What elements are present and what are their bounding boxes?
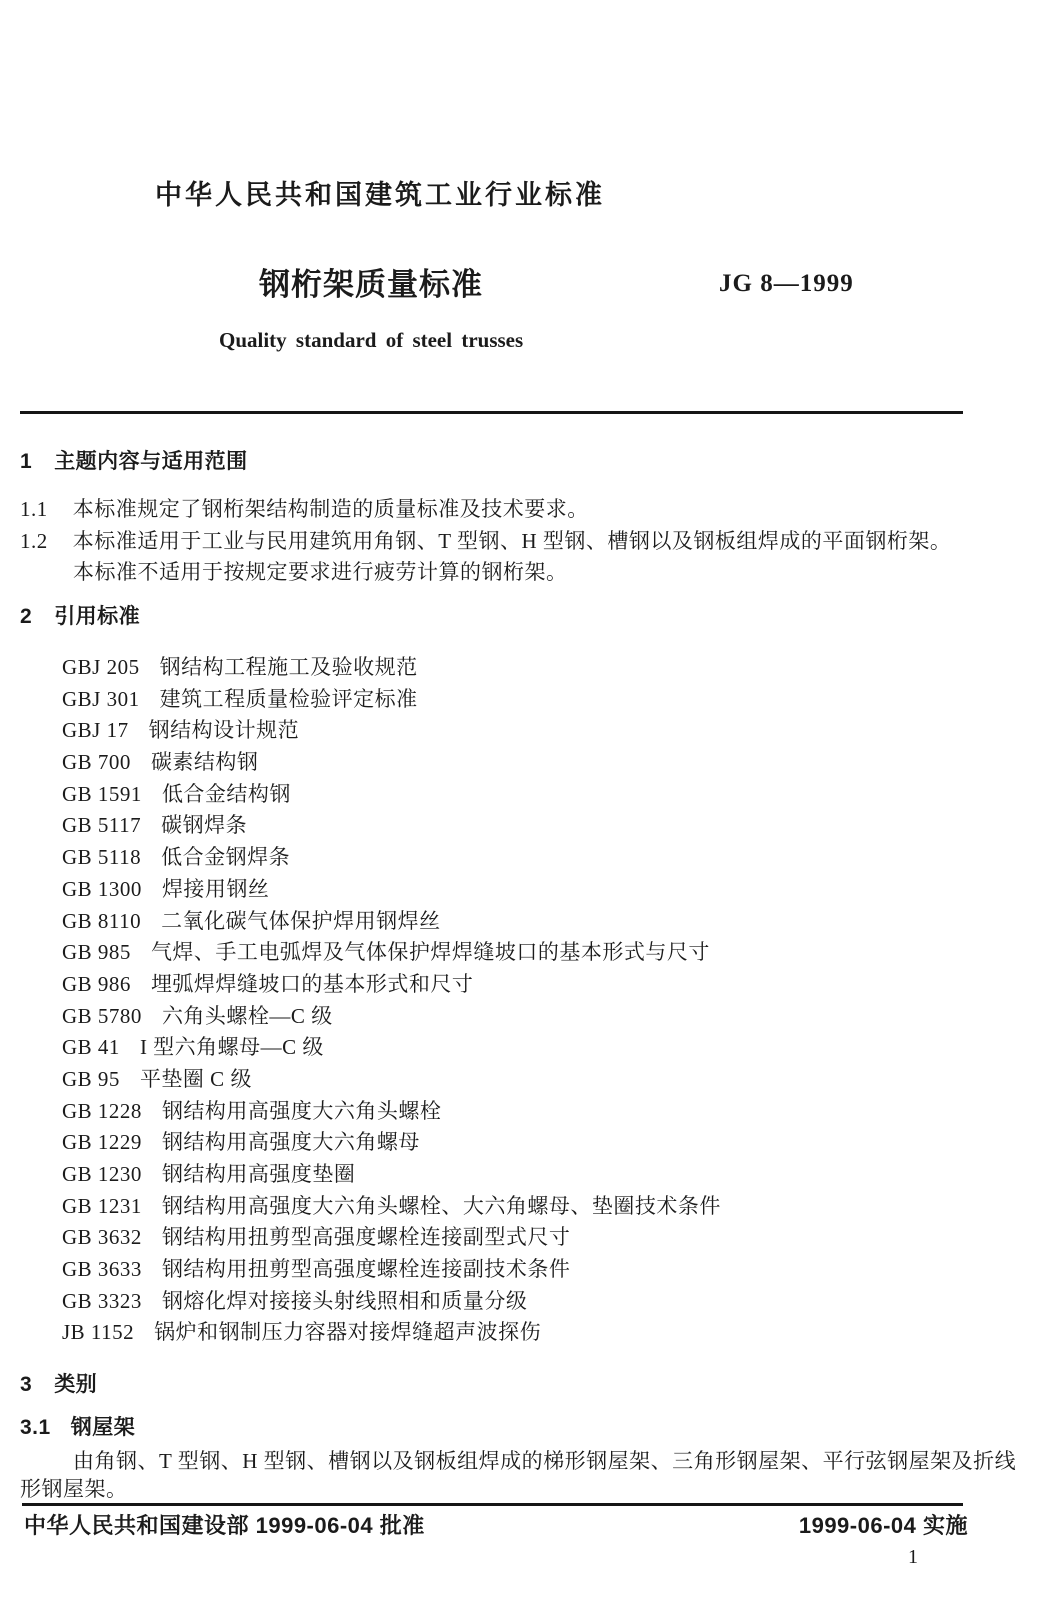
reference-title: 碳素结构钢 xyxy=(150,750,259,775)
clause-3-1-paragraph-line-1: 由角钢、T 型钢、H 型钢、槽钢以及钢板组焊成的梯形钢屋架、三角形钢屋架、平行弦钢屋架及折线 xyxy=(73,1449,1017,1473)
reference-title: 钢结构用扭剪型高强度螺栓连接副技术条件 xyxy=(161,1257,571,1282)
reference-code: GBJ 301 xyxy=(62,686,140,711)
reference-code: GB 1231 xyxy=(62,1193,142,1218)
clause-3-1-heading xyxy=(20,1417,135,1438)
reference-item xyxy=(62,1064,721,1096)
reference-title: 建筑工程质量检验评定标准 xyxy=(159,686,418,711)
reference-title: 锅炉和钢制压力容器对接焊缝超声波探伤 xyxy=(154,1320,542,1345)
reference-title: 平垫圈 C 级 xyxy=(139,1066,252,1091)
section-1-number: 1 xyxy=(20,450,33,473)
reference-code: GBJ 17 xyxy=(62,718,129,743)
reference-item xyxy=(62,684,721,716)
clause-3-1-title: 钢屋架 xyxy=(70,1416,136,1439)
clause-1-2 xyxy=(20,531,951,552)
reference-code: GB 985 xyxy=(62,940,131,965)
reference-item xyxy=(62,1317,721,1349)
reference-item xyxy=(62,937,721,969)
section-3-title: 类别 xyxy=(54,1373,98,1396)
clause-1-1 xyxy=(20,499,589,520)
reference-code: GB 8110 xyxy=(62,908,142,933)
reference-item xyxy=(62,1254,721,1286)
reference-title: 钢结构用高强度大六角头螺栓 xyxy=(161,1098,442,1123)
reference-item xyxy=(62,1286,721,1318)
reference-title: 埋弧焊焊缝坡口的基本形式和尺寸 xyxy=(150,971,474,996)
reference-item xyxy=(62,747,721,779)
reference-item xyxy=(62,842,721,874)
clause-3-1-number: 3.1 xyxy=(20,1416,51,1439)
reference-code: GB 95 xyxy=(62,1066,120,1091)
section-3-heading xyxy=(20,1374,97,1395)
section-2-title: 引用标准 xyxy=(54,605,141,628)
reference-code: GB 5780 xyxy=(62,1003,142,1028)
clause-1-2-number: 1.2 xyxy=(20,529,48,553)
reference-item xyxy=(62,810,721,842)
footer xyxy=(24,1515,968,1537)
reference-item xyxy=(62,779,721,811)
reference-item xyxy=(62,715,721,747)
reference-item xyxy=(62,874,721,906)
reference-code: GB 3323 xyxy=(62,1288,142,1313)
clause-1-1-text: 本标准规定了钢桁架结构制造的质量标准及技术要求。 xyxy=(72,497,589,521)
reference-title: 二氧化碳气体保护焊用钢焊丝 xyxy=(161,908,441,933)
reference-title: 钢熔化焊对接接头射线照相和质量分级 xyxy=(161,1288,528,1313)
reference-title: 焊接用钢丝 xyxy=(161,876,270,901)
references-list xyxy=(62,652,721,1349)
standard-category-header: 中华人民共和国建筑工业行业标准 xyxy=(155,180,605,210)
reference-title: 钢结构用高强度大六角螺母 xyxy=(161,1130,420,1155)
reference-code: GB 700 xyxy=(62,750,131,775)
reference-item xyxy=(62,1222,721,1254)
reference-code: GB 5118 xyxy=(62,845,142,870)
reference-title: 钢结构用高强度垫圈 xyxy=(161,1162,356,1186)
reference-title: 钢结构用高强度大六角头螺栓、大六角螺母、垫圈技术条件 xyxy=(161,1193,721,1218)
reference-item xyxy=(62,906,721,938)
implementation-note: 1999-06-04 实施 xyxy=(798,1513,968,1538)
reference-code: GB 5117 xyxy=(62,813,142,838)
clause-1-1-number: 1.1 xyxy=(20,497,48,521)
reference-title: 钢结构设计规范 xyxy=(148,718,300,743)
reference-title: I 型六角螺母—C 级 xyxy=(139,1035,324,1060)
reference-code: GB 3632 xyxy=(62,1225,142,1250)
section-1-title: 主题内容与适用范围 xyxy=(54,450,248,473)
reference-item xyxy=(62,1127,721,1159)
header-divider xyxy=(20,411,963,414)
reference-title: 钢结构工程施工及验收规范 xyxy=(159,655,418,679)
footer-divider xyxy=(22,1503,963,1506)
reference-code: GB 1300 xyxy=(62,876,142,901)
reference-title: 气焊、手工电弧焊及气体保护焊焊缝坡口的基本形式与尺寸 xyxy=(150,940,710,965)
approval-note: 中华人民共和国建设部 1999-06-04 批准 xyxy=(24,1513,425,1538)
reference-title: 钢结构用扭剪型高强度螺栓连接副型式尺寸 xyxy=(161,1225,571,1250)
reference-code: GB 1229 xyxy=(62,1130,142,1155)
reference-code: GB 41 xyxy=(62,1035,120,1060)
reference-item xyxy=(62,1191,721,1223)
reference-item xyxy=(62,1032,721,1064)
standard-number: JG 8—1999 xyxy=(719,270,854,297)
reference-code: GB 1228 xyxy=(62,1098,142,1123)
reference-title: 低合金钢焊条 xyxy=(161,845,291,870)
section-2-heading xyxy=(20,606,140,627)
reference-code: JB 1152 xyxy=(62,1320,135,1345)
reference-code: GB 1591 xyxy=(62,781,142,806)
clause-3-1-paragraph-line-2: 形钢屋架。 xyxy=(20,1477,128,1501)
reference-code: GB 3633 xyxy=(62,1257,142,1282)
reference-item xyxy=(62,1096,721,1128)
reference-title: 六角头螺栓—C 级 xyxy=(161,1003,333,1028)
section-3-number: 3 xyxy=(20,1373,33,1396)
reference-item xyxy=(62,652,721,684)
reference-title: 碳钢焊条 xyxy=(161,813,248,838)
reference-item xyxy=(62,1001,721,1033)
clause-1-2-continuation: 本标准不适用于按规定要求进行疲劳计算的钢桁架。 xyxy=(73,560,568,584)
reference-item xyxy=(62,1159,721,1191)
clause-1-2-text: 本标准适用于工业与民用建筑用角钢、T 型钢、H 型钢、槽钢以及钢板组焊成的平面钢桁架。 xyxy=(72,529,952,553)
reference-item xyxy=(62,969,721,1001)
section-2-number: 2 xyxy=(20,605,33,628)
reference-code: GB 1230 xyxy=(62,1162,142,1186)
page-number: 1 xyxy=(908,1546,918,1568)
reference-title: 低合金结构钢 xyxy=(161,781,291,806)
document-title: 钢桁架质量标准 xyxy=(259,267,483,302)
reference-code: GB 986 xyxy=(62,971,131,996)
section-1-heading xyxy=(20,451,248,472)
document-title-english: Quality standard of steel trusses xyxy=(219,328,524,352)
reference-code: GBJ 205 xyxy=(62,655,140,679)
